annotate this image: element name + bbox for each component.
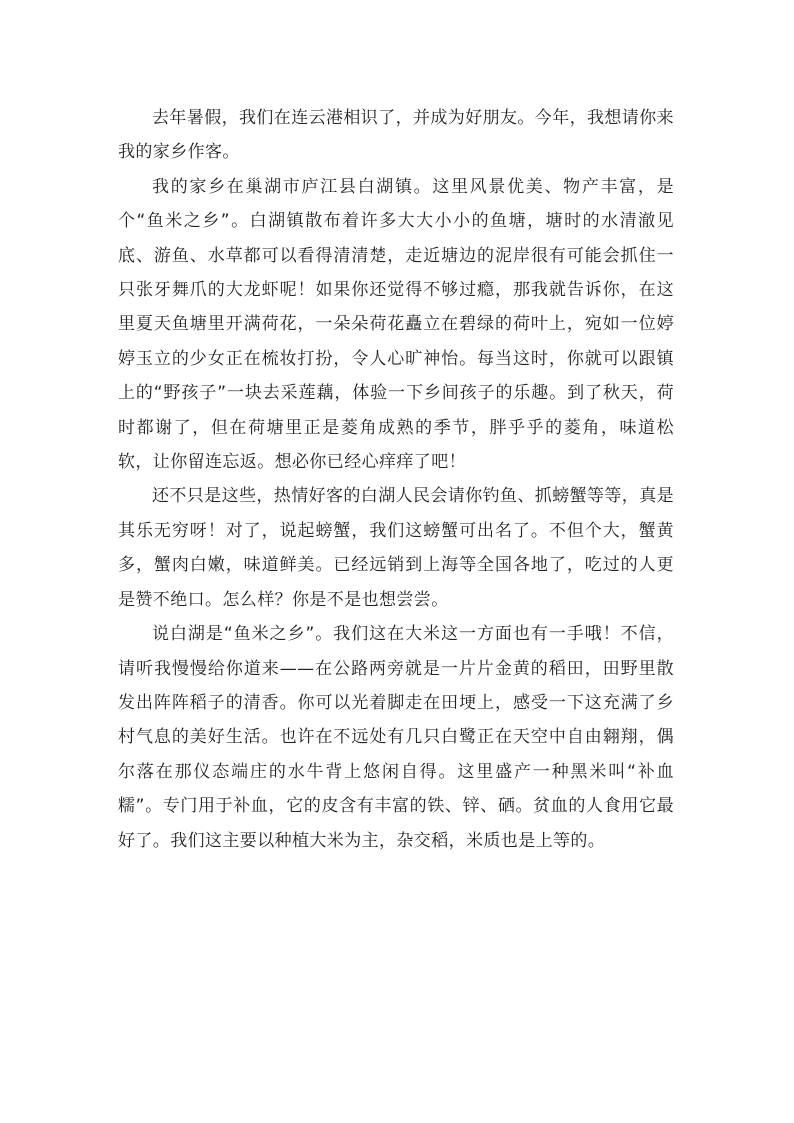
letter-body [118, 101, 674, 858]
paragraph-rice: 说白湖是“鱼米之乡”。我们这在大米这一方面也有一手哦！不信，请听我慢慢给你道来——在公路两旁就是一片片金黄的稻田，田野里散发出阵阵稻子的清香。你可以光着脚走在田埂上，感受一下这充满了乡村气息的美好生活。也许在不远处有几只白鹭正在天空中自由翱翔，偶尔落在那仪态端庄的水牛背上悠闲自得。这里盛产一种黑米叫“补血糯”。专门用于补血，它的皮含有丰富的铁、锌、硒。贫血的人食用它最好了。我们这主要以种植大米为主，杂交稻，米质也是上等的。 [118, 624, 674, 851]
paragraph-invitation: 去年暑假，我们在连云港相识了，并成为好朋友。今年，我想请你来我的家乡作客。 [118, 108, 674, 163]
paragraph-crabs: 还不只是这些，热情好客的白湖人民会请你钓鱼、抓螃蟹等等，真是其乐无穷呀！对了，说起螃蟹，我们这螃蟹可出名了。不但个大，蟹黄多，蟹肉白嫩，味道鲜美。已经远销到上海等全国各地了，吃过的人更是赞不绝口。怎么样？你是不是也想尝尝。 [118, 486, 674, 610]
paragraph-hometown: 我的家乡在巢湖市庐江县白湖镇。这里风景优美、物产丰富，是个“鱼米之乡”。白湖镇散布着许多大大小小的鱼塘，塘时的水清澈见底、游鱼、水草都可以看得清清楚，走近塘边的泥岸很有可能会抓住一只张牙舞爪的大龙虾呢！如果你还觉得不够过瘾，那我就告诉你，在这里夏天鱼塘里开满荷花，一朵朵荷花矗立在碧绿的荷叶上，宛如一位婷婷玉立的少女正在梳妆打扮，令人心旷神怡。每当这时，你就可以跟镇上的“野孩子”一块去采莲藕，体验一下乡间孩子的乐趣。到了秋天，荷时都谢了，但在荷塘里正是菱角成熟的季节，胖乎乎的菱角，味道松软，让你留连忘返。想必你已经心痒痒了吧！ [118, 176, 674, 473]
